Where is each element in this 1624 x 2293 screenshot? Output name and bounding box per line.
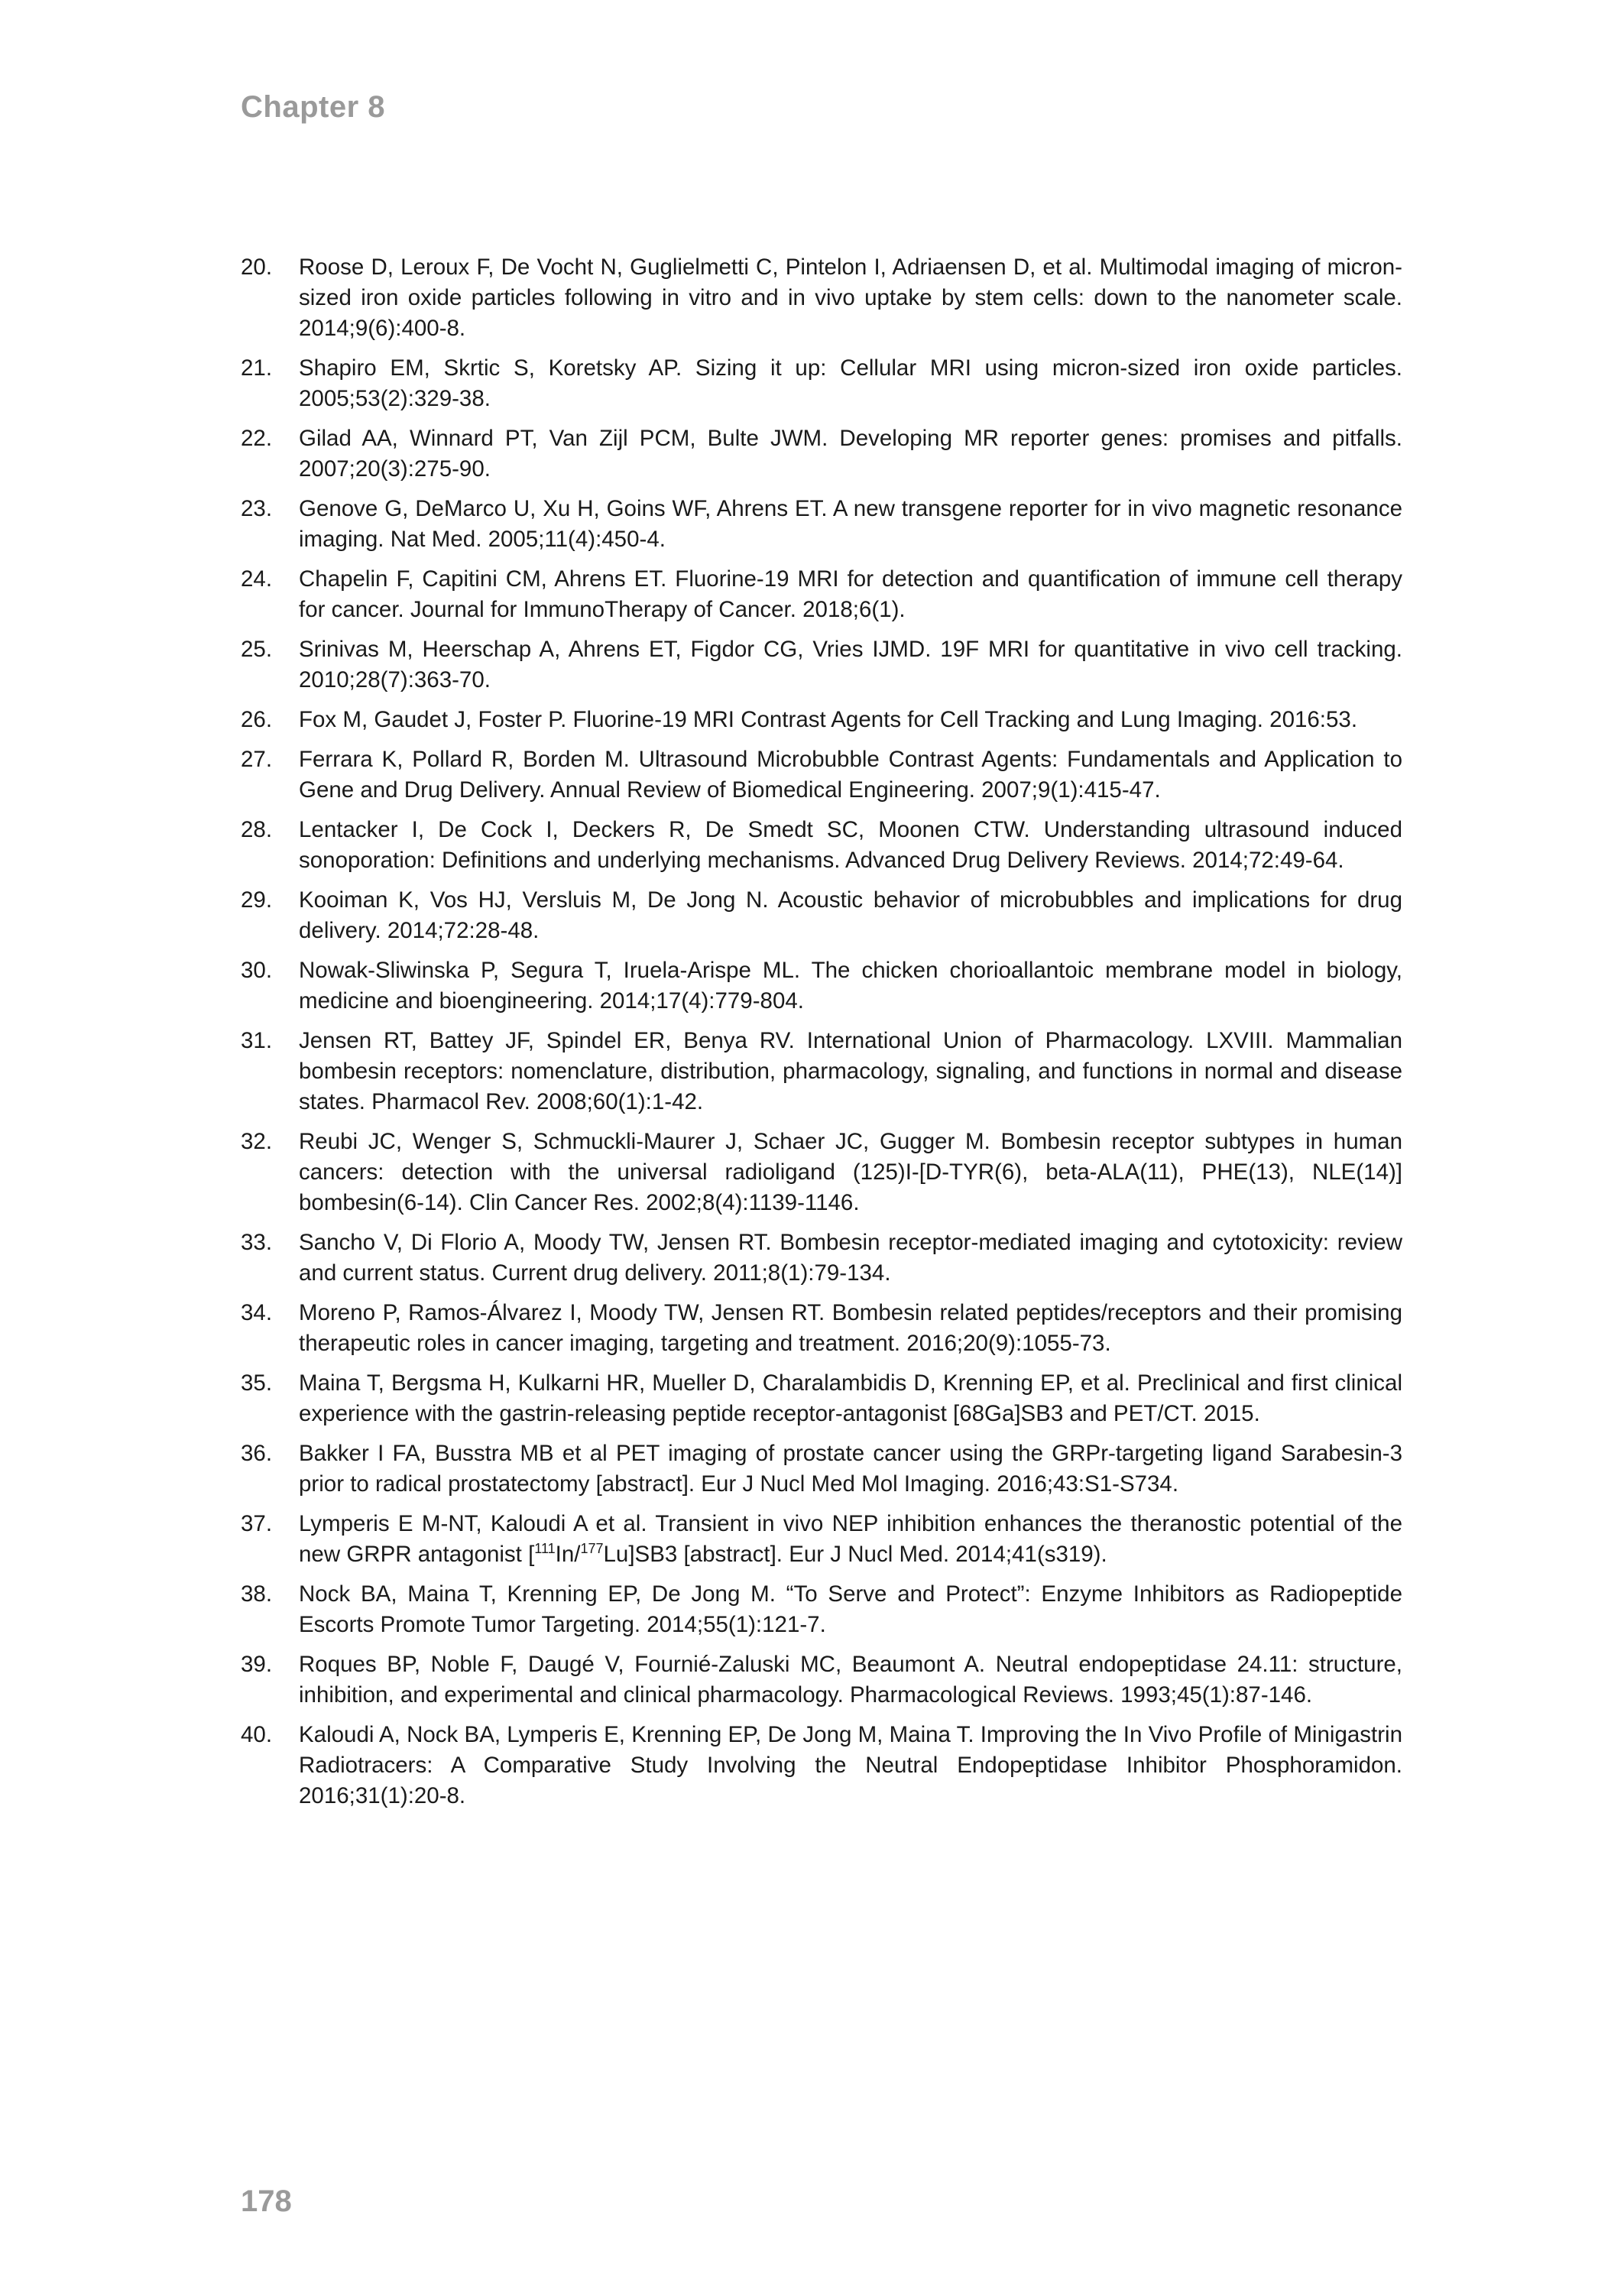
reference-number: 24. — [241, 566, 273, 592]
reference-number: 39. — [241, 1652, 273, 1677]
reference-item — [241, 705, 1402, 735]
reference-item — [241, 494, 1402, 555]
reference-text: Roose D, Leroux F, De Vocht N, Guglielmetti C, Pintelon I, Adriaensen D, et al. Multimodal imaging of micron-sized iron oxide particles following in vitro and in vivo uptake by stem cells: down to the nanometer scale. 2014;9(6):400-8. — [299, 255, 1402, 341]
reference-number: 20. — [241, 255, 273, 280]
reference-text: Roques BP, Noble F, Daugé V, Fournié-Zaluski MC, Beaumont A. Neutral endopeptidase 24.11: structure, inhibition, and experimental and clinical pharmacology. Pharmacological Reviews. 1993;45(1):87-146. — [299, 1652, 1402, 1708]
reference-text: Bakker I FA, Busstra MB et al PET imaging of prostate cancer using the GRPr-targeting ligand Sarabesin-3 prior to radical prostatectomy [abstract]. Eur J Nucl Med Mol Imaging. 2016;43:S1-S734. — [299, 1441, 1402, 1497]
reference-number: 33. — [241, 1230, 273, 1255]
reference-item — [241, 1649, 1402, 1711]
superscript-mass-number: 111 — [534, 1541, 556, 1557]
reference-number: 26. — [241, 707, 273, 732]
reference-item — [241, 353, 1402, 414]
reference-text: Nowak-Sliwinska P, Segura T, Iruela-Arispe ML. The chicken chorioallantoic membrane model in biology, medicine and bioengineering. 2014;17(4):779-804. — [299, 958, 1402, 1014]
chapter-header: Chapter 8 — [241, 90, 385, 124]
reference-number: 31. — [241, 1028, 273, 1053]
reference-item — [241, 564, 1402, 625]
reference-number: 32. — [241, 1129, 273, 1154]
reference-number: 36. — [241, 1441, 273, 1466]
reference-number: 28. — [241, 817, 273, 842]
reference-number: 25. — [241, 637, 273, 662]
reference-list — [241, 252, 1402, 1821]
reference-item — [241, 744, 1402, 806]
reference-text: Lentacker I, De Cock I, Deckers R, De Smedt SC, Moonen CTW. Understanding ultrasound induced sonoporation: Definitions and underlying mechanisms. Advanced Drug Delivery Reviews. 2014;72:49-64. — [299, 817, 1402, 873]
reference-text: Nock BA, Maina T, Krenning EP, De Jong M. “To Serve and Protect”: Enzyme Inhibitors as Radiopeptide Escorts Promote Tumor Targeting. 2014;55(1):121-7. — [299, 1581, 1402, 1637]
reference-text-part: In/ — [555, 1542, 581, 1567]
reference-item — [241, 423, 1402, 485]
reference-number: 38. — [241, 1581, 273, 1607]
reference-number: 37. — [241, 1511, 273, 1536]
reference-item — [241, 1368, 1402, 1429]
reference-text: Moreno P, Ramos-Álvarez I, Moody TW, Jensen RT. Bombesin related peptides/receptors and their promising therapeutic roles in cancer imaging, targeting and treatment. 2016;20(9):1055-73. — [299, 1300, 1402, 1356]
reference-item — [241, 252, 1402, 344]
reference-number: 23. — [241, 496, 273, 521]
reference-item — [241, 1026, 1402, 1117]
reference-text-part: Lymperis E M-NT, Kaloudi A et al. Transient in vivo NEP inhibition enhances the theranostic potential of the new GRPR antagonist [ — [299, 1511, 1402, 1567]
reference-number: 30. — [241, 958, 273, 983]
reference-text: Kooiman K, Vos HJ, Versluis M, De Jong N. Acoustic behavior of microbubbles and implications for drug delivery. 2014;72:28-48. — [299, 887, 1402, 943]
reference-item — [241, 1127, 1402, 1218]
reference-text: Fox M, Gaudet J, Foster P. Fluorine-19 MRI Contrast Agents for Cell Tracking and Lung Imaging. 2016:53. — [299, 707, 1358, 732]
reference-item — [241, 955, 1402, 1017]
superscript-mass-number: 177 — [580, 1541, 604, 1557]
reference-text: Kaloudi A, Nock BA, Lymperis E, Krenning EP, De Jong M, Maina T. Improving the In Vivo Profile of Minigastrin Radiotracers: A Comparative Study Involving the Neutral Endopeptidase Inhibitor Phosphoramidon. 2016;31(1):20-8. — [299, 1722, 1402, 1808]
reference-number: 34. — [241, 1300, 273, 1325]
reference-item — [241, 1228, 1402, 1289]
reference-item — [241, 1298, 1402, 1359]
reference-number: 35. — [241, 1370, 273, 1396]
reference-text: Genove G, DeMarco U, Xu H, Goins WF, Ahrens ET. A new transgene reporter for in vivo magnetic resonance imaging. Nat Med. 2005;11(4):450-4. — [299, 496, 1402, 552]
reference-text: Gilad AA, Winnard PT, Van Zijl PCM, Bulte JWM. Developing MR reporter genes: promises and pitfalls. 2007;20(3):275-90. — [299, 426, 1402, 482]
reference-number: 29. — [241, 887, 273, 913]
reference-text: Reubi JC, Wenger S, Schmuckli-Maurer J, Schaer JC, Gugger M. Bombesin receptor subtypes in human cancers: detection with the universal radioligand (125)I-[D-TYR(6), beta-ALA(11), PHE(13), NLE(14)] bombesin(6-14). Clin Cancer Res. 2002;8(4):1139-1146. — [299, 1129, 1402, 1215]
page-number: 178 — [241, 2184, 292, 2218]
reference-item — [241, 1579, 1402, 1640]
reference-number: 27. — [241, 747, 273, 772]
reference-item — [241, 1509, 1402, 1570]
reference-text-part: Lu]SB3 [abstract]. Eur J Nucl Med. 2014;41(s319). — [603, 1542, 1107, 1567]
reference-number: 40. — [241, 1722, 273, 1747]
reference-item — [241, 885, 1402, 946]
reference-number: 21. — [241, 355, 273, 381]
reference-item — [241, 1720, 1402, 1811]
reference-item — [241, 1438, 1402, 1500]
reference-text: Shapiro EM, Skrtic S, Koretsky AP. Sizing it up: Cellular MRI using micron-sized iron oxide particles. 2005;53(2):329-38. — [299, 355, 1402, 411]
reference-number: 22. — [241, 426, 273, 451]
reference-text: Ferrara K, Pollard R, Borden M. Ultrasound Microbubble Contrast Agents: Fundamentals and Application to Gene and Drug Delivery. Annual Review of Biomedical Engineering. 2007;9(1):415-47. — [299, 747, 1402, 803]
reference-item — [241, 634, 1402, 696]
reference-text: Sancho V, Di Florio A, Moody TW, Jensen RT. Bombesin receptor-mediated imaging and cytotoxicity: review and current status. Current drug delivery. 2011;8(1):79-134. — [299, 1230, 1402, 1286]
reference-text — [299, 1511, 1402, 1567]
reference-item — [241, 815, 1402, 876]
reference-text: Maina T, Bergsma H, Kulkarni HR, Mueller D, Charalambidis D, Krenning EP, et al. Preclinical and first clinical experience with the gastrin-releasing peptide receptor-antagonist [68Ga]SB3 and PET/CT. 2015. — [299, 1370, 1402, 1426]
reference-text: Jensen RT, Battey JF, Spindel ER, Benya RV. International Union of Pharmacology. LXVIII. Mammalian bombesin receptors: nomenclature, distribution, pharmacology, signaling, and functions in normal and disease states. Pharmacol Rev. 2008;60(1):1-42. — [299, 1028, 1402, 1114]
reference-text: Srinivas M, Heerschap A, Ahrens ET, Figdor CG, Vries IJMD. 19F MRI for quantitative in vivo cell tracking. 2010;28(7):363-70. — [299, 637, 1402, 692]
reference-text: Chapelin F, Capitini CM, Ahrens ET. Fluorine-19 MRI for detection and quantification of immune cell therapy for cancer. Journal for ImmunoTherapy of Cancer. 2018;6(1). — [299, 566, 1402, 622]
